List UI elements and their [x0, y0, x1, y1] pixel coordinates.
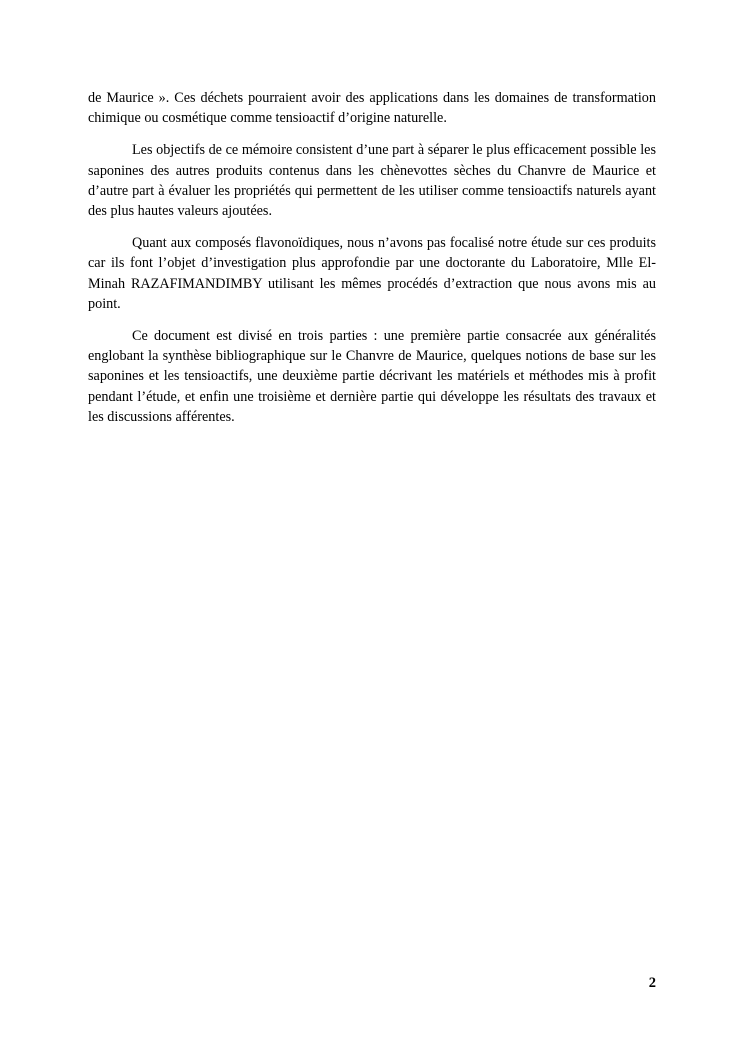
- body-text: [88, 88, 656, 439]
- paragraph-flavonoids: Quant aux composés flavonoïdiques, nous n’avons pas focalisé notre étude sur ces produits car ils font l’objet d’investigation plus approfondie par une doctorante du Laboratoire, Mlle El-Minah RAZAFIMANDIMBY utilisant les mêmes procédés d’extraction que nous avons mis au point.: [88, 235, 656, 312]
- paragraph-continuation: de Maurice ». Ces déchets pourraient avoir des applications dans les domaines de transformation chimique ou cosmétique comme tensioactif d’origine naturelle.: [88, 90, 656, 127]
- page-number: 2: [648, 975, 656, 991]
- paragraph-objectives: Les objectifs de ce mémoire consistent d’une part à séparer le plus efficacement possible les saponines des autres produits contenus dans les chènevottes sèches du Chanvre de Maurice et d’autre part à évaluer les propriétés qui permettent de les utiliser comme tensioactifs naturels ayant des plus hautes valeurs ajoutées.: [88, 142, 656, 220]
- paragraph-structure: Ce document est divisé en trois parties : une première partie consacrée aux généralités englobant la synthèse bibliographique sur le Chanvre de Maurice, quelques notions de base sur les saponines et les tensioactifs, une deuxième partie décrivant les matériels et méthodes mis à profit pendant l’étude, et enfin une troisième et dernière partie qui développe les résultats des travaux et les discussions afférentes.: [88, 328, 656, 425]
